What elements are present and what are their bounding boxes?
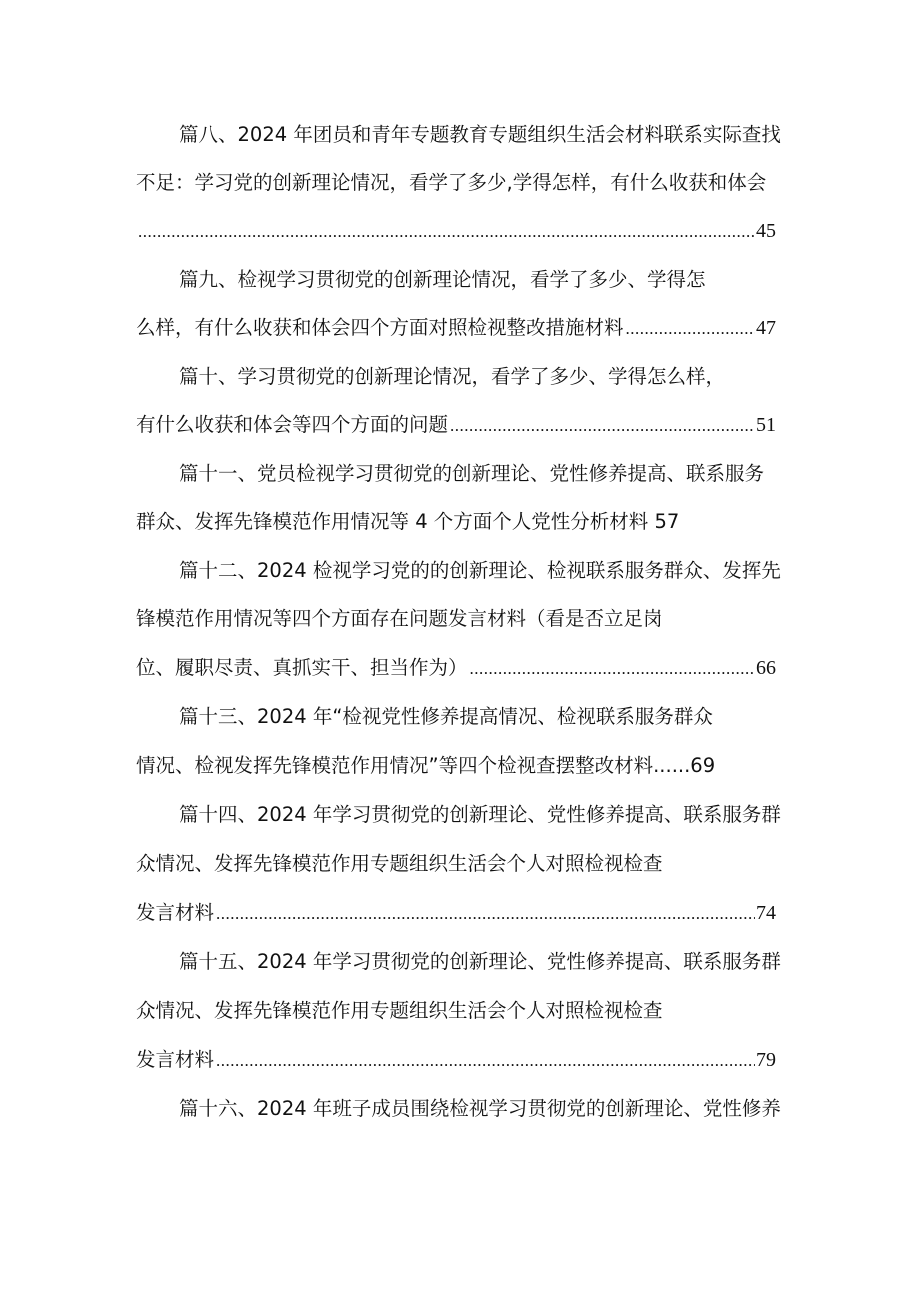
toc-entry-10-line-2[interactable] <box>136 407 776 443</box>
toc-entry-15-page: 79 <box>756 1049 776 1071</box>
toc-entry-14-text: 发言材料 <box>136 901 215 924</box>
toc-entry-15-line-3[interactable] <box>136 1042 776 1078</box>
toc-entry-11-line-2[interactable]: 群众、发挥先锋模范作用情况等 4 个方面个人党性分析材料 57 <box>136 510 680 533</box>
toc-entry-16-line-1: 篇十六、2024 年班子成员围绕检视学习贯彻党的创新理论、党性修养 <box>179 1097 781 1120</box>
toc-entry-12-line-2: 锋模范作用情况等四个方面存在问题发言材料（看是否立足岗 <box>136 607 663 630</box>
toc-leader-dots <box>138 214 755 250</box>
toc-entry-9-text: 么样，有什么收获和体会四个方面对照检视整改措施材料 <box>136 316 624 339</box>
toc-entry-9-page: 47 <box>756 317 776 339</box>
toc-entry-10-line-1: 篇十、学习贯彻党的创新理论情况，看学了多少、学得怎么样， <box>179 365 726 388</box>
toc-entry-14-page: 74 <box>756 902 776 924</box>
toc-entry-15-line-2: 众情况、发挥先锋模范作用专题组织生活会个人对照检视检查 <box>136 999 663 1022</box>
toc-leader-dots <box>626 311 755 347</box>
toc-entry-10-text: 有什么收获和体会等四个方面的问题 <box>136 413 449 436</box>
toc-leader-dots <box>470 651 755 687</box>
toc-entry-12-text: 位、履职尽责、真抓实干、担当作为） <box>136 656 468 679</box>
toc-entry-14-line-3[interactable] <box>136 895 776 931</box>
toc-entry-12-line-3[interactable] <box>136 650 776 686</box>
toc-entry-10-page: 51 <box>756 414 776 436</box>
toc-entry-9-line-2[interactable] <box>136 310 776 346</box>
toc-entry-8-line-1: 篇八、2024 年团员和青年专题教育专题组织生活会材料联系实际查找 <box>179 123 781 146</box>
toc-leader-dots <box>216 896 755 932</box>
toc-entry-9-line-1: 篇九、检视学习贯彻党的创新理论情况，看学了多少、学得怎 <box>179 268 706 291</box>
toc-entry-13-line-1: 篇十三、2024 年“检视党性修养提高情况、检视联系服务群众 <box>179 705 713 728</box>
toc-entry-14-line-2: 众情况、发挥先锋模范作用专题组织生活会个人对照检视检查 <box>136 852 663 875</box>
toc-entry-13-line-2[interactable]: 情况、检视发挥先锋模范作用情况”等四个检视查摆整改材料......69 <box>136 754 716 777</box>
toc-entry-8-page: 45 <box>756 220 776 242</box>
toc-leader-dots <box>216 1043 755 1079</box>
toc-entry-8-line-2: 不足：学习党的创新理论情况，看学了多少,学得怎样，有什么收获和体会 <box>136 171 767 194</box>
toc-entry-15-line-1: 篇十五、2024 年学习贯彻党的创新理论、党性修养提高、联系服务群 <box>179 950 781 973</box>
toc-entry-15-text: 发言材料 <box>136 1048 215 1071</box>
toc-leader-dots <box>450 408 755 444</box>
toc-entry-8-line-3[interactable] <box>136 213 776 249</box>
toc-entry-11-line-1: 篇十一、党员检视学习贯彻党的创新理论、党性修养提高、联系服务 <box>179 462 765 485</box>
toc-entry-12-line-1: 篇十二、2024 检视学习党的的创新理论、检视联系服务群众、发挥先 <box>179 559 781 582</box>
toc-entry-12-page: 66 <box>756 657 776 679</box>
toc-entry-14-line-1: 篇十四、2024 年学习贯彻党的创新理论、党性修养提高、联系服务群 <box>179 803 781 826</box>
